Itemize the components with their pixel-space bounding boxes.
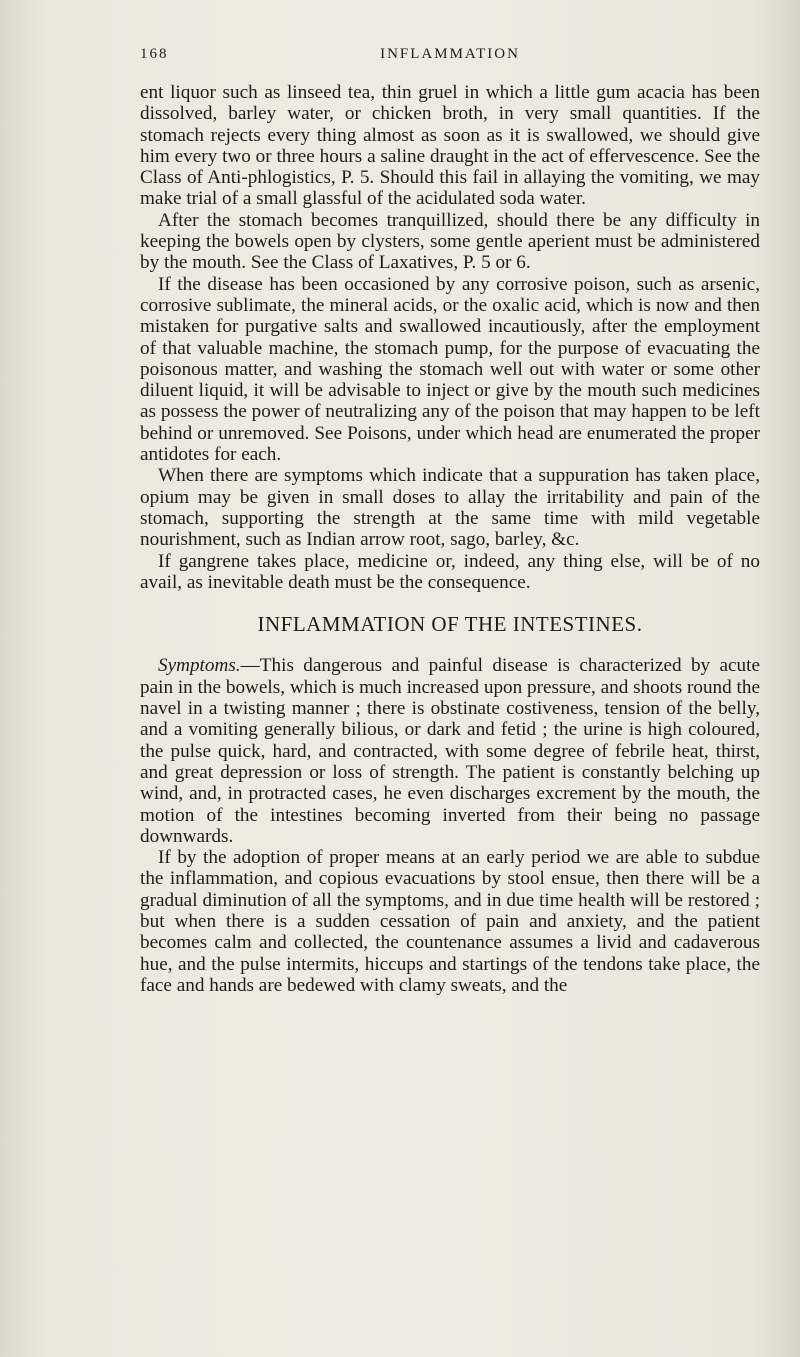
paragraph-treatment: If by the adoption of proper means at an early period we are able to subdue the inflammation, and copious evacuations by stool ensue, then there will be a gradual diminution of all the symptoms, and in due time health will be restored ; but when there is a sudden cessation of pain and anxiety, and the patient becomes calm and collected, the countenance assumes a livid and cadaverous hue, and the pulse intermits, hiccups and startings of the tendons take place, the face and hands are bedewed with clamy sweats, and the <box>140 847 760 996</box>
symptoms-lead: Symptoms. <box>158 655 241 677</box>
page-number: 168 <box>140 46 169 62</box>
running-title: INFLAMMATION <box>380 46 520 62</box>
paragraph-gangrene: If gangrene takes place, medicine or, indeed, any thing else, will be of no avail, as inevitable death must be the consequence. <box>140 550 760 593</box>
paragraph-continued: ent liquor such as linseed tea, thin gruel in which a little gum acacia has been dissolved, barley water, or chicken broth, in very small quantities. If the stomach rejects every thing almost as soon as it is swallowed, we should give him every two or three hours a saline draught in the act of effervescence. See the Class of Anti-phlogistics, P. 5. Should this fail in allaying the vomiting, we may make trial of a small glassful of the acidulated soda water. <box>140 82 760 210</box>
paragraph-symptoms <box>140 655 760 847</box>
body-text <box>140 82 760 996</box>
paragraph-suppuration: When there are symptoms which indicate that a suppuration has taken place, opium may be given in small doses to allay the irritability and pain of the stomach, supporting the strength at the same time with mild vegetable nourishment, such as Indian arrow root, sago, barley, &c. <box>140 465 760 551</box>
paragraph-poison: If the disease has been occasioned by any corrosive poison, such as arsenic, corrosive sublimate, the mineral acids, or the oxalic acid, which is now and then mistaken for purgative salts and swallowed incautiously, after the employment of that valuable machine, the stomach pump, for the purpose of evacuating the poisonous matter, and washing the stomach well out with water or some other diluent liquid, it will be advisable to inject or give by the mouth such medicines as possess the power of neutralizing any of the poison that may happen to be left behind or unremoved. See Poisons, under which head are enumerated the proper antidotes for each. <box>140 273 760 466</box>
paragraph-laxatives: After the stomach becomes tranquillized, should there be any difficulty in keeping the bowels open by clysters, some gentle aperient must be administered by the mouth. See the Class of Laxatives, P. 5 or 6. <box>140 209 760 274</box>
section-heading: INFLAMMATION OF THE INTESTINES. <box>257 612 643 637</box>
running-head <box>140 46 760 70</box>
symptoms-text: —This dangerous and painful disease is characterized by acute pain in the bowels, which is much increased upon pressure, and shoots round the navel in a twisting manner ; there is obstinate costiveness, tension of the belly, and a vomiting generally bilious, or dark and fetid ; the urine is high coloured, the pulse quick, hard, and contracted, with some degree of febrile heat, thirst, and great depression or loss of strength. The patient is constantly belching up wind, and, in protracted cases, he even discharges excrement by the mouth, the motion of the intestines becoming inverted from their being no passage downwards. <box>140 655 760 847</box>
